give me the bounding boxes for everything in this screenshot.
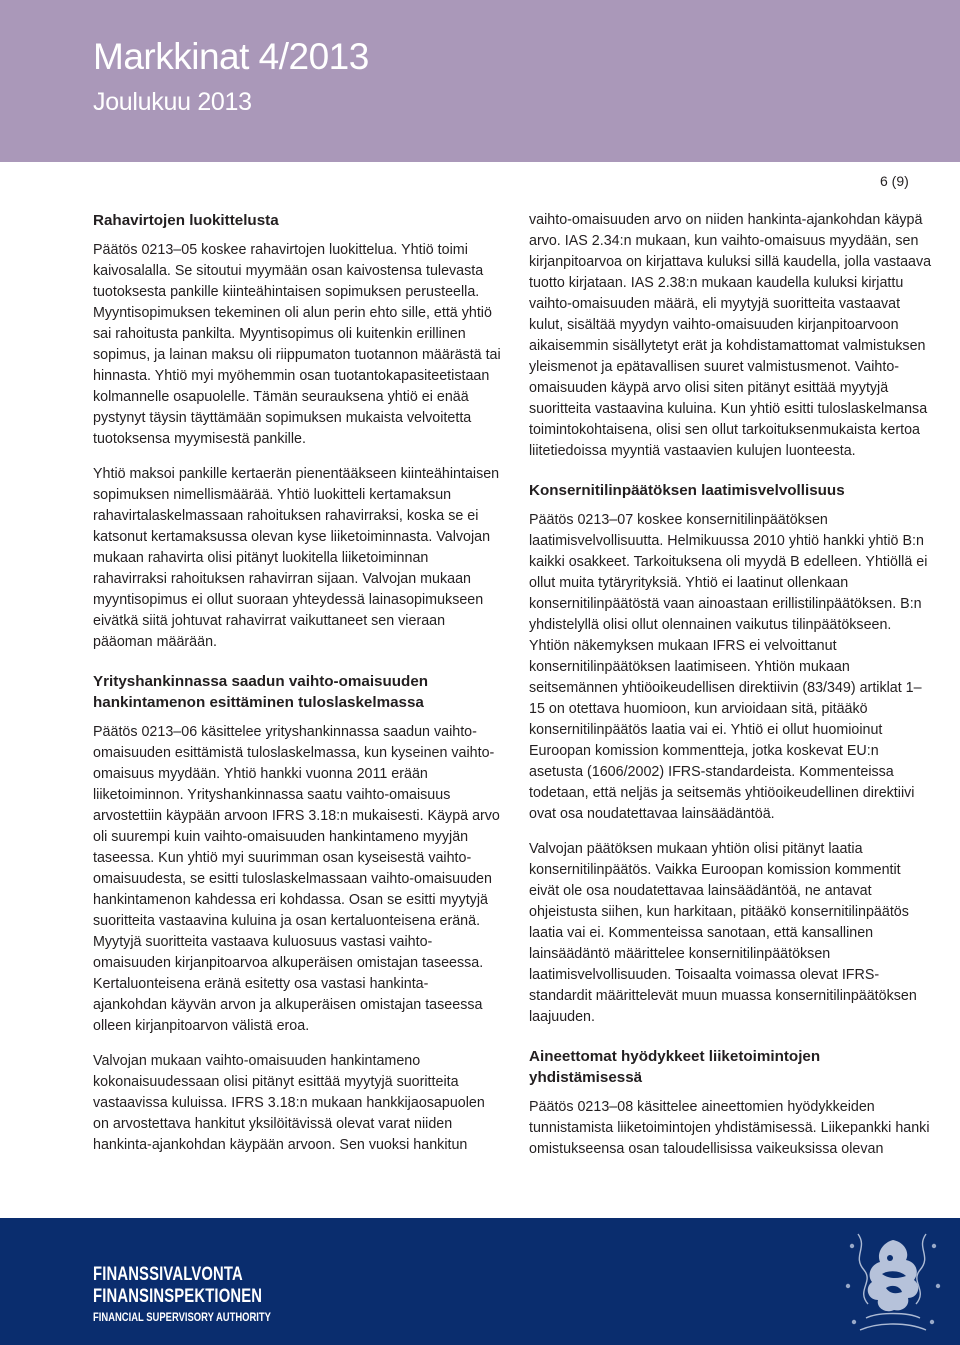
body-paragraph: Valvojan mukaan vaihto-omaisuuden hankintameno kokonaisuudessaan olisi pitänyt esittää myytyjä suoritteita vastaavissa kuluissa. IFRS 3.18:n mukaan hankkijaosapuolen on arvostettava hankitut yksilöitävissä olevat varat niiden hankinta-ajankohdan käypään arvoon. Sen vuoksi hankitun <box>93 1053 485 1153</box>
body-paragraph: Päätös 0213–06 käsittelee yrityshankinnassa saadun vaihto-omaisuuden esittämistä tuloslaskelmassa, kun kyseinen vaihto-omaisuus myydään. Yhtiö hankki vuonna 2011 erään liiketoiminnon. Yrityshankinnassa saatu vaihto-omaisuus arvostettiin käypään arvoon IFRS 3.18:n mukaisesti. Käypä arvo oli suurempi kuin vaihto-omaisuuden hankintameno myyjän taseessa. Kun yhtiö myi suurimman osan kyseisestä vaihto-omaisuudesta, se esitti tuloslaskelmassaan vaihto-omaisuuden hankintamenon kahdessa eri kohdassa. Osan se esitti myytyjä suoritteita vastaavina kuluina ja osan kertaluonteisena eränä. Myytyjä suoritteita vastaava kuluosuus vastasi vaihto-omaisuuden kirjanpitoarvoa alkuperäisen omistajan taseessa. Kertaluonteisena eränä esitetty osa vastasi hankinta-ajankohdan käyvän arvon ja alkuperäisen omistajan taseessa olleen kirjanpitoarvon välistä eroa. <box>93 724 500 1034</box>
body-paragraph: Valvojan päätöksen mukaan yhtiön olisi pitänyt laatia konsernitilinpäätös. Vaikka Euroopan komission kommentit eivät ole osa noudatettavaa lainsäädäntöä, ne antavat ohjeistusta siihen, kun harkitaan, pitääkö konsernitilinpäätös laatia vai ei. Kommenteissa sanotaan, että kansallinen lainsäädäntö määrittelee konsernitilinpäätöksen laatimisvelvollisuuden. Toisaalta voimassa olevat IFRS-standardit määrittelevät muun muassa konsernitilinpäätöksen laajuuden. <box>529 841 917 1025</box>
brand-name-en: FINANCIAL SUPERVISORY AUTHORITY <box>93 1312 271 1324</box>
page-footer <box>0 1218 960 1345</box>
body-paragraph: Päätös 0213–05 koskee rahavirtojen luokittelua. Yhtiö toimi kaivosalalla. Se sitoutui myymään osan kaivostensa tulevasta tuotoksesta pankille kiinteähintaisen sopimuksen perusteella. Myyntisopimuksen tekeminen oli alun perin ehto sille, että yhtiö sai rahoitusta pankilta. Myyntisopimus oli kuitenkin erillinen sopimus, ja lainan maksu oli riippumaton tuotannon määrästä tai hinnasta. Yhtiö myi myöhemmin osan tuotantokapasiteetistaan kolmannelle osapuolelle. Tämän seurauksena yhtiö ei enää pystynyt täysin täyttämään sopimuksen mukaista velvoitetta tuotoksensa myymisestä pankille. <box>93 242 501 447</box>
body-paragraph: Päätös 0213–08 käsittelee aineettomien hyödykkeiden tunnistamista liiketoimintojen yhdistämisessä. Liikepankki hanki omistukseensa osan taloudellisissa vaikeuksissa olevan <box>529 1099 930 1157</box>
lion-crest-icon <box>838 1226 948 1341</box>
body-paragraph: Yhtiö maksoi pankille kertaerän pienentääkseen kiinteähintaisen sopimuksen nimellismäärää. Yhtiö luokitteli kertamaksun rahavirtalaskelmassaan rahoituksen rahavirraksi, koska se ei katsonut kertamaksussa olevan kyse liiketoiminnasta. Valvojan mukaan rahavirta olisi pitänyt luokitella liiketoiminnan rahavirraksi rahoituksen rahavirran sijaan. Valvojan mukaan myyntisopimus ei ollut suoraan yhteydessä lainasopimukseen eivätkä siitä johtuvat rahavirrat vaikuttaneet sen vieraan pääoman määrään. <box>93 466 500 650</box>
body-paragraph: vaihto-omaisuuden arvo on niiden hankinta-ajankohdan käypä arvo. IAS 2.34:n mukaan, kun vaihto-omaisuus myydään, sen kirjanpitoarvoa on kirjattava kuluksi sillä kaudella, jolla vastaava tuotto kirjataan. IAS 2.38:n mukaan kaudella kuluksi kirjattu vaihto-omaisuuden määrä, eli myytyjä suoritteita vastaavat kulut, sisältää myydyn vaihto-omaisuuden kirjanpitoarvoon aikaisemmin sisällytetyt erät ja kohdistamattomat valmistuksen yleismenot ja epätavallisen suuret valmistusmenot. Vaihto-omaisuuden käypä arvo olisi siten pitänyt esittää myytyjä suoritteita vastaavina kuluina. Kun yhtiö esitti tuloslaskelmansa toimintokohtaisena, olisi sen ollut tarkoituksenmukaista kertoa liitetiedoissa myyntiä vastaavien kulujen luonteesta. <box>529 212 932 459</box>
section-heading: Yrityshankinnassa saadun vaihto-omaisuuden hankintamenon esittäminen tuloslaskelmassa <box>93 673 429 711</box>
body-paragraph: Päätös 0213–07 koskee konsernitilinpäätöksen laatimisvelvollisuutta. Helmikuussa 2010 yhtiö hankki yhtiö B:n kaikki osakkeet. Tarkoituksena oli myydä B edelleen. Yhtiöllä ei ollut muita tytäryrityksiä. Yhtiö ei laatinut ollenkaan konsernitilinpäätöstä vaan ainoastaan erillistilinpäätöksen. B:n yhdistelyllä olisi ollut olennainen vaikutus tilinpäätökseen. Yhtiön näkemyksen mukaan IFRS ei velvoittanut konsernitilinpäätöksen laatimiseen. Yhtiön mukaan seitsemännen yhtiöoikeudellisen direktiivin (83/349) artiklat 1–15 on otettava huomioon, kun arvioidaan sitä, pitääkö konsernitilinpäätös laatia vai ei. Yhtiö ei ollut huomioinut Euroopan komission kommentteja, jotka koskevat EU:n asetusta (1606/2002) IFRS-standardeista. Kommenteissa todetaan, että neljäs ja seitsemäs yhtiöoikeudellinen direktiivi ovat osa noudatettavaa lainsäädäntöä. <box>529 512 928 822</box>
publication-date: Joulukuu 2013 <box>93 88 252 116</box>
page-number: 6 (9) <box>880 173 909 189</box>
right-column <box>529 210 934 1174</box>
brand-logo <box>93 1264 310 1326</box>
section-heading: Rahavirtojen luokittelusta <box>93 212 279 229</box>
brand-name-sv: FINANSINSPEKTIONEN <box>93 1286 263 1307</box>
brand-name-fi: FINANSSIVALVONTA <box>93 1264 243 1285</box>
publication-title: Markkinat 4/2013 <box>93 36 369 77</box>
section-heading: Konsernitilinpäätöksen laatimisvelvollisuus <box>529 482 845 499</box>
left-column <box>93 210 501 1170</box>
section-heading: Aineettomat hyödykkeet liiketoimintojen yhdistämisessä <box>529 1048 821 1086</box>
page-header <box>0 0 960 162</box>
